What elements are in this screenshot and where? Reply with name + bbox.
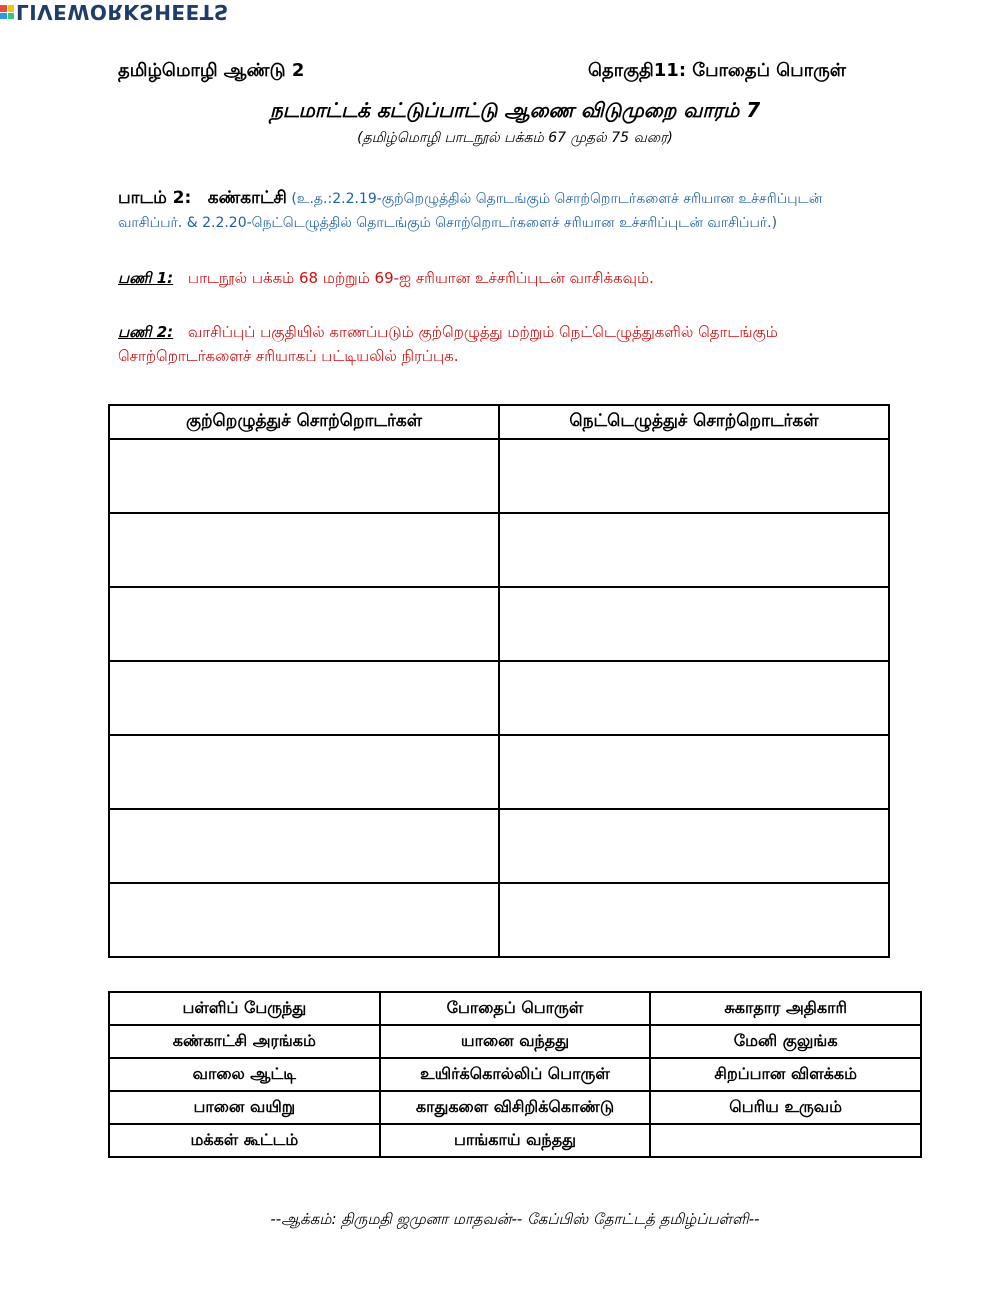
liveworksheets-logo <box>0 0 229 24</box>
task-2-label: பணி 2: <box>118 323 174 341</box>
short-vowel-answer-cell[interactable] <box>109 661 499 735</box>
table-row <box>109 735 889 809</box>
subject-year: தமிழ்மொழி ஆண்டு 2 <box>118 60 305 81</box>
short-vowel-answer-cell[interactable] <box>109 883 499 957</box>
word-bank-item[interactable]: சுகாதார அதிகாரி <box>650 992 921 1025</box>
table-row <box>109 1091 921 1124</box>
long-vowel-phrases-header: நெட்டெழுத்துச் சொற்றொடர்கள் <box>499 405 889 439</box>
table-row <box>109 661 889 735</box>
short-vowel-answer-cell[interactable] <box>109 587 499 661</box>
table-row <box>109 587 889 661</box>
lesson-label: பாடம் 2: <box>118 188 192 208</box>
word-bank-item[interactable]: யானை வந்தது <box>380 1025 651 1058</box>
word-bank-item[interactable]: கண்காட்சி அரங்கம் <box>109 1025 380 1058</box>
word-bank-item[interactable]: வாலை ஆட்டி <box>109 1058 380 1091</box>
short-vowel-answer-cell[interactable] <box>109 809 499 883</box>
long-vowel-answer-cell[interactable] <box>499 809 889 883</box>
lesson-objective: (உ.த.:2.2.19-குற்றெழுத்தில் தொடங்கும் சொற்றொடர்களைச் சரியான உச்சரிப்புடன் வாசிப்பர். & 2.2.20-நெட்டெழுத்தில் தொடங்கும் சொற்றொடர்களைச் சரியான உச்சரிப்புடன் வாசிப்பர்.) <box>118 191 823 231</box>
task-1-label: பணி 1: <box>118 269 174 287</box>
task-2 <box>118 320 878 368</box>
short-vowel-answer-cell[interactable] <box>109 735 499 809</box>
long-vowel-answer-cell[interactable] <box>499 735 889 809</box>
author-credit: --ஆக்கம்: திருமதி ஜமுனா மாதவன்-- கேப்பிஸ் தோட்டத் தமிழ்ப்பள்ளி-- <box>270 1210 760 1228</box>
word-bank-empty-cell <box>650 1124 921 1157</box>
long-vowel-answer-cell[interactable] <box>499 439 889 513</box>
task-1-text: பாடநூல் பக்கம் 68 மற்றும் 69-ஐ சரியான உச்சரிப்புடன் வாசிக்கவும். <box>187 269 654 287</box>
short-vowel-phrases-header: குற்றெழுத்துச் சொற்றொடர்கள் <box>109 405 499 439</box>
long-vowel-answer-cell[interactable] <box>499 661 889 735</box>
word-bank-item[interactable]: போதைப் பொருள் <box>380 992 651 1025</box>
long-vowel-answer-cell[interactable] <box>499 513 889 587</box>
task-1 <box>118 266 878 290</box>
table-row <box>109 1058 921 1091</box>
page-title: நடமாட்டக் கட்டுப்பாட்டு ஆணை விடுமுறை வாரம் 7 <box>269 98 761 122</box>
logo-icon <box>0 5 14 19</box>
table-row <box>109 992 921 1025</box>
word-bank-item[interactable]: காதுகளை விசிறிக்கொண்டு <box>380 1091 651 1124</box>
table-row <box>109 809 889 883</box>
table-row <box>109 439 889 513</box>
table-row <box>109 513 889 587</box>
word-bank-item[interactable]: பானை வயிறு <box>109 1091 380 1124</box>
task-2-text: வாசிப்புப் பகுதியில் காணப்படும் குற்றெழுத்து மற்றும் நெட்டெழுத்துகளில் தொடங்கும் சொற்றொடர்களைச் சரியாகப் பட்டியலில் நிரப்புக. <box>118 323 778 365</box>
short-vowel-answer-cell[interactable] <box>109 439 499 513</box>
long-vowel-answer-cell[interactable] <box>499 587 889 661</box>
short-vowel-answer-cell[interactable] <box>109 513 499 587</box>
answer-table <box>108 404 890 958</box>
table-row <box>109 1025 921 1058</box>
answer-table-header <box>109 405 889 439</box>
logo-text: LIVEWORKSHEETS <box>16 0 229 24</box>
page-subtitle: (தமிழ்மொழி பாடநூல் பக்கம் 67 முதல் 75 வரை) <box>357 130 673 146</box>
table-row <box>109 1124 921 1157</box>
unit-title: தொகுதி11: போதைப் பொருள் <box>588 60 847 81</box>
word-bank-item[interactable]: மேனி குலுங்க <box>650 1025 921 1058</box>
lesson-block <box>118 186 878 235</box>
word-bank-item[interactable]: மக்கள் கூட்டம் <box>109 1124 380 1157</box>
word-bank-item[interactable]: பள்ளிப் பேருந்து <box>109 992 380 1025</box>
long-vowel-answer-cell[interactable] <box>499 883 889 957</box>
word-bank-item[interactable]: உயிர்க்கொல்லிப் பொருள் <box>380 1058 651 1091</box>
word-bank-item[interactable]: பெரிய உருவம் <box>650 1091 921 1124</box>
lesson-name: கண்காட்சி <box>207 188 287 208</box>
table-row <box>109 883 889 957</box>
word-bank-table <box>108 991 922 1158</box>
word-bank-item[interactable]: சிறப்பான விளக்கம் <box>650 1058 921 1091</box>
word-bank-item[interactable]: பாங்காய் வந்தது <box>380 1124 651 1157</box>
